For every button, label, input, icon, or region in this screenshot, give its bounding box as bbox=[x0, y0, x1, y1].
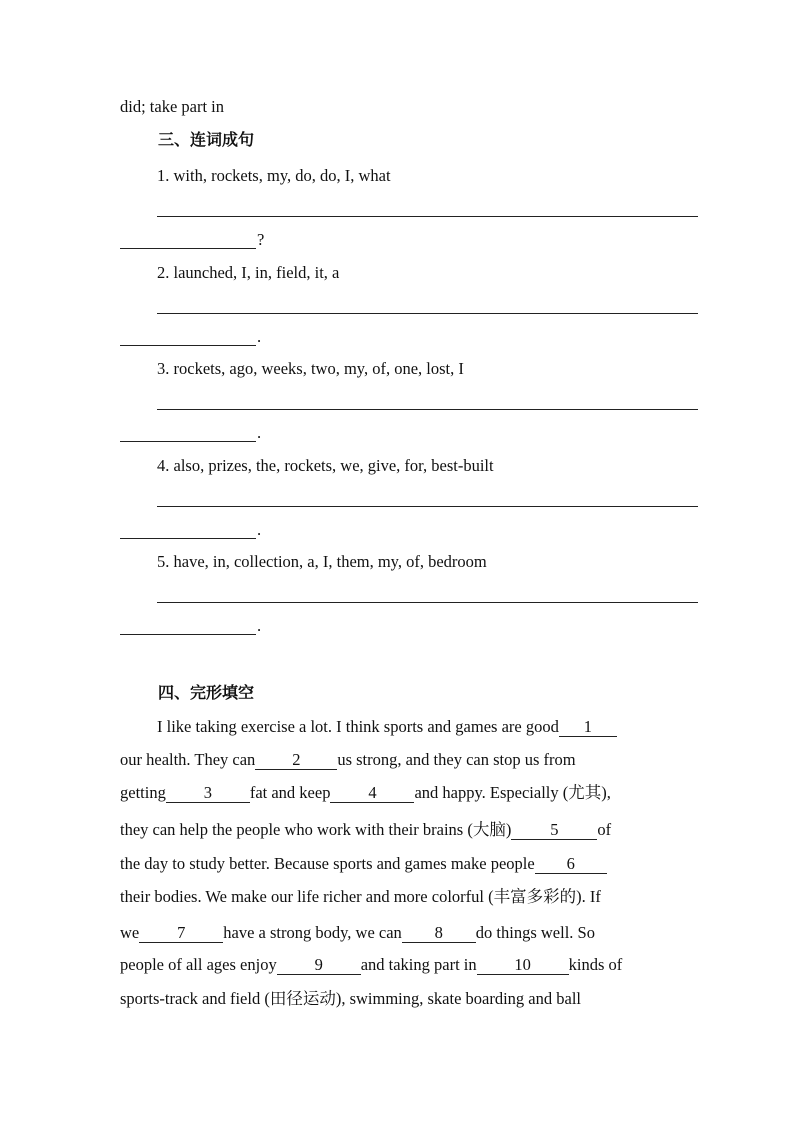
passage-text: getting bbox=[120, 783, 166, 802]
answer-line-1a[interactable] bbox=[157, 216, 698, 217]
passage-text: of bbox=[597, 820, 612, 839]
answer-line-5a[interactable] bbox=[157, 602, 698, 603]
question-1-end-mark: ? bbox=[257, 230, 265, 249]
passage-text: people of all ages enjoy bbox=[120, 955, 277, 974]
answer-line-1b[interactable] bbox=[120, 248, 256, 249]
passage-text: kinds of bbox=[568, 955, 623, 974]
question-2-end-mark: . bbox=[257, 327, 262, 346]
question-3-prompt: 3. rockets, ago, weeks, two, my, of, one, lost, I bbox=[157, 359, 464, 378]
passage-text: do things well. So bbox=[475, 923, 595, 942]
cloze-blank-8[interactable]: 8 bbox=[402, 924, 476, 943]
cloze-blank-7[interactable]: 7 bbox=[139, 924, 223, 943]
cloze-blank-5[interactable]: 5 bbox=[511, 821, 597, 840]
passage-line-6 bbox=[120, 887, 601, 907]
answer-line-5b[interactable] bbox=[120, 634, 256, 635]
passage-line-8 bbox=[120, 955, 622, 975]
answer-line-4b[interactable] bbox=[120, 538, 256, 539]
passage-text: we bbox=[120, 923, 140, 942]
passage-line-4 bbox=[120, 820, 611, 840]
passage-line-9 bbox=[120, 989, 581, 1009]
question-4-prompt: 4. also, prizes, the, rockets, we, give, for, best-built bbox=[157, 456, 494, 475]
question-2-prompt: 2. launched, I, in, field, it, a bbox=[157, 263, 340, 282]
cloze-blank-10[interactable]: 10 bbox=[477, 956, 569, 975]
question-5-end-mark: . bbox=[257, 616, 262, 635]
passage-line-3 bbox=[120, 783, 611, 803]
passage-line-2 bbox=[120, 750, 576, 770]
question-3-end-mark: . bbox=[257, 423, 262, 442]
cloze-blank-3[interactable]: 3 bbox=[166, 784, 250, 803]
answer-line-2a[interactable] bbox=[157, 313, 698, 314]
passage-text: fat and keep bbox=[249, 783, 331, 802]
question-4-end-mark: . bbox=[257, 520, 262, 539]
passage-text: and happy. Especially (尤其), bbox=[414, 783, 611, 802]
passage-line-5 bbox=[120, 854, 607, 874]
section-4-title: 四、完形填空 bbox=[158, 683, 255, 702]
previous-answer: did; take part in bbox=[120, 97, 225, 116]
passage-line-1 bbox=[157, 717, 617, 737]
passage-text: I like taking exercise a lot. I think sports and games are good bbox=[157, 717, 559, 736]
passage-line-7 bbox=[120, 923, 595, 943]
passage-text: have a strong body, we can bbox=[223, 923, 402, 942]
cloze-blank-6[interactable]: 6 bbox=[535, 855, 607, 874]
passage-text: us strong, and they can stop us from bbox=[337, 750, 576, 769]
cloze-blank-4[interactable]: 4 bbox=[330, 784, 414, 803]
passage-text: their bodies. We make our life richer and more colorful (丰富多彩的). If bbox=[120, 887, 601, 906]
passage-text: our health. They can bbox=[120, 750, 256, 769]
passage-text: and taking part in bbox=[360, 955, 477, 974]
question-1-prompt: 1. with, rockets, my, do, do, I, what bbox=[157, 166, 391, 185]
answer-line-2b[interactable] bbox=[120, 345, 256, 346]
passage-text: they can help the people who work with their brains (大脑) bbox=[120, 820, 512, 839]
answer-line-3a[interactable] bbox=[157, 409, 698, 410]
cloze-blank-2[interactable]: 2 bbox=[255, 751, 337, 770]
cloze-blank-9[interactable]: 9 bbox=[277, 956, 361, 975]
answer-line-3b[interactable] bbox=[120, 441, 256, 442]
passage-text: the day to study better. Because sports and games make people bbox=[120, 854, 535, 873]
section-3-title: 三、连词成句 bbox=[158, 130, 255, 149]
cloze-blank-1[interactable]: 1 bbox=[559, 718, 617, 737]
question-5-prompt: 5. have, in, collection, a, I, them, my, of, bedroom bbox=[157, 552, 487, 571]
answer-line-4a[interactable] bbox=[157, 506, 698, 507]
passage-text: sports-track and field (田径运动), swimming, skate boarding and ball bbox=[120, 989, 581, 1008]
